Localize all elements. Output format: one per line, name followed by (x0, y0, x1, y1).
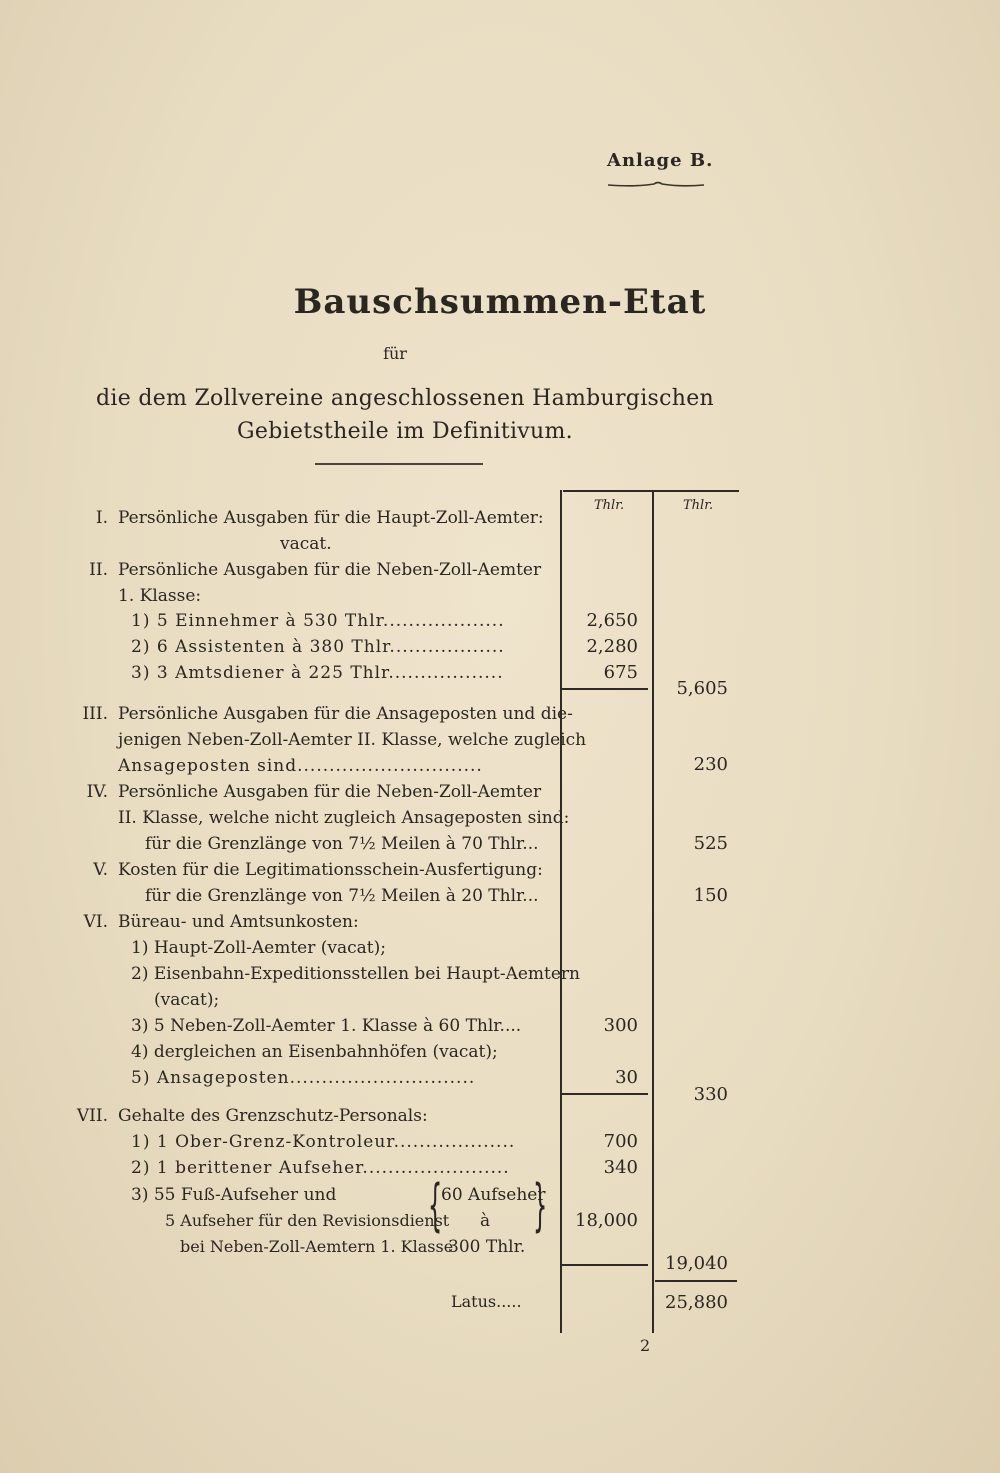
section-number: VI. (83, 912, 108, 932)
item-amount: 300 (603, 1015, 638, 1036)
title-divider (315, 463, 483, 465)
section-total: 230 (693, 754, 728, 775)
section-number: VII. (76, 1106, 108, 1126)
section-heading: Büreau- und Amtsunkosten: (118, 912, 359, 932)
line-item: 3) 55 Fuß-Aufseher und (131, 1185, 337, 1205)
line-item-cont: (vacat); (154, 990, 220, 1010)
section-number: V. (93, 860, 108, 880)
page-title: Bauschsummen-Etat (293, 282, 707, 322)
line-item-cont: bei Neben-Zoll-Aemtern 1. Klasse (180, 1237, 454, 1256)
section-total: 19,040 (665, 1253, 728, 1274)
item-amount: 2,650 (586, 610, 638, 631)
section-heading-cont: II. Klasse, welche nicht zugleich Ansageposten sind: (118, 808, 570, 828)
latus-total: 25,880 (665, 1292, 728, 1313)
line-item: 2) 6 Assistenten à 380 Thlr.................. (131, 637, 505, 657)
page-number: 2 (640, 1336, 651, 1355)
section-heading-cont: 1. Klasse: (118, 586, 202, 606)
column-divider-left (560, 490, 562, 1333)
line-item: 5) Ansageposten............................. (131, 1068, 476, 1088)
section-number: I. (95, 508, 108, 528)
item-amount: 675 (603, 662, 638, 683)
item-amount: 340 (603, 1157, 638, 1178)
section-number: IV. (86, 782, 108, 802)
brace-detail: à (480, 1211, 491, 1231)
section-heading-cont: für die Grenzlänge von 7½ Meilen à 70 Thlr... (145, 834, 539, 854)
line-item: 3) 3 Amtsdiener à 225 Thlr.................. (131, 663, 504, 683)
subtotal-rule (562, 688, 648, 690)
brace-detail: 300 Thlr. (448, 1237, 526, 1257)
latus-label: Latus..... (451, 1292, 522, 1311)
section-heading: Persönliche Ausgaben für die Haupt-Zoll-Aemter: (118, 508, 544, 528)
section-total: 330 (693, 1084, 728, 1105)
section-heading-cont: jenigen Neben-Zoll-Aemter II. Klasse, welche zugleich (118, 730, 587, 750)
appendix-label: Anlage B. (607, 150, 714, 171)
section-total: 150 (693, 885, 728, 906)
section-heading: Kosten für die Legitimationsschein-Ausfertigung: (118, 860, 543, 880)
title-connector: für (383, 344, 407, 363)
subtotal-rule (562, 1093, 648, 1095)
currency-header-2: Thlr. (683, 498, 714, 513)
section-total: 5,605 (676, 678, 728, 699)
line-item-cont: 5 Aufseher für den Revisionsdienst (165, 1211, 450, 1230)
total-rule (655, 1280, 737, 1282)
left-brace-icon: { (428, 1173, 443, 1238)
item-amount: 18,000 (575, 1210, 638, 1231)
item-amount: 30 (615, 1067, 638, 1088)
item-amount: 2,280 (586, 636, 638, 657)
section-number: III. (82, 704, 108, 724)
column-divider-right (652, 490, 654, 1333)
currency-header-1: Thlr. (594, 498, 625, 513)
section-heading-cont: für die Grenzlänge von 7½ Meilen à 20 Thlr... (145, 886, 539, 906)
right-brace-icon: } (533, 1173, 548, 1238)
line-item: 4) dergleichen an Eisenbahnhöfen (vacat); (131, 1042, 498, 1062)
subtotal-rule (562, 1264, 648, 1266)
line-item: 2) Eisenbahn-Expeditionsstellen bei Haupt-Aemtern (131, 964, 581, 984)
item-amount: 700 (603, 1131, 638, 1152)
page-subtitle: die dem Zollvereine angeschlossenen Hamburgischen Gebietstheile im Definitivum. (95, 386, 714, 444)
section-note: vacat. (280, 534, 332, 554)
section-heading-cont: Ansageposten sind............................. (118, 756, 483, 776)
line-item: 3) 5 Neben-Zoll-Aemter 1. Klasse à 60 Thlr.... (131, 1016, 522, 1036)
table-top-rule (563, 490, 739, 492)
line-item: 1) 5 Einnehmer à 530 Thlr................... (131, 611, 505, 631)
line-item: 1) Haupt-Zoll-Aemter (vacat); (131, 938, 386, 958)
brace-detail: 60 Aufseher (441, 1185, 546, 1205)
line-item: 1) 1 Ober-Grenz-Kontroleur................... (131, 1132, 516, 1152)
section-heading: Persönliche Ausgaben für die Ansageposten und die- (118, 704, 573, 724)
section-number: II. (89, 560, 108, 580)
section-heading: Gehalte des Grenzschutz-Personals: (118, 1106, 428, 1126)
section-heading: Persönliche Ausgaben für die Neben-Zoll-Aemter (118, 782, 542, 802)
section-heading: Persönliche Ausgaben für die Neben-Zoll-Aemter (118, 560, 542, 580)
line-item: 2) 1 berittener Aufseher....................... (131, 1158, 510, 1178)
ornament-swash (606, 180, 706, 188)
section-total: 525 (693, 833, 728, 854)
